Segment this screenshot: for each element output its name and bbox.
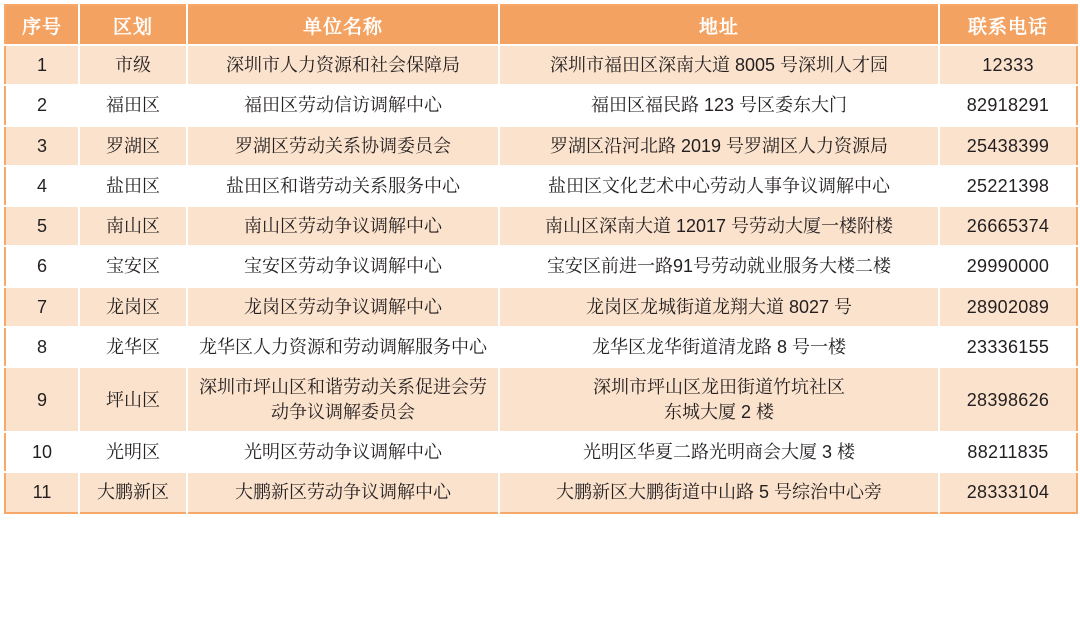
cell-unit-name: 福田区劳动信访调解中心: [187, 85, 499, 125]
table-row: [5, 45, 1077, 85]
table-row: [5, 327, 1077, 367]
cell-unit-name: 大鹏新区劳动争议调解中心: [187, 472, 499, 512]
cell-unit-name: 宝安区劳动争议调解中心: [187, 246, 499, 286]
cell-seq: 7: [5, 287, 79, 327]
column-header-seq: 序号: [5, 5, 79, 45]
cell-address: 龙华区龙华街道清龙路 8 号一楼: [499, 327, 939, 367]
cell-address: 罗湖区沿河北路 2019 号罗湖区人力资源局: [499, 126, 939, 166]
cell-address: 南山区深南大道 12017 号劳动大厦一楼附楼: [499, 206, 939, 246]
table-row: [5, 166, 1077, 206]
table-row: [5, 206, 1077, 246]
cell-phone: 26665374: [939, 206, 1077, 246]
cell-district: 盐田区: [79, 166, 187, 206]
cell-district: 龙华区: [79, 327, 187, 367]
table-row: [5, 126, 1077, 166]
cell-phone: 12333: [939, 45, 1077, 85]
cell-seq: 3: [5, 126, 79, 166]
column-header-phone: 联系电话: [939, 5, 1077, 45]
cell-unit-name: 南山区劳动争议调解中心: [187, 206, 499, 246]
cell-phone: 23336155: [939, 327, 1077, 367]
cell-district: 福田区: [79, 85, 187, 125]
table-row: [5, 246, 1077, 286]
table-row: [5, 367, 1077, 432]
cell-district: 宝安区: [79, 246, 187, 286]
cell-district: 坪山区: [79, 367, 187, 432]
cell-phone: 28333104: [939, 472, 1077, 512]
cell-seq: 5: [5, 206, 79, 246]
cell-district: 南山区: [79, 206, 187, 246]
column-header-address: 地址: [499, 5, 939, 45]
cell-seq: 9: [5, 367, 79, 432]
cell-seq: 11: [5, 472, 79, 512]
cell-district: 罗湖区: [79, 126, 187, 166]
cell-unit-name: 龙华区人力资源和劳动调解服务中心: [187, 327, 499, 367]
cell-address: 福田区福民路 123 号区委东大门: [499, 85, 939, 125]
table-body: [5, 45, 1077, 513]
cell-phone: 28902089: [939, 287, 1077, 327]
cell-unit-name: 罗湖区劳动关系协调委员会: [187, 126, 499, 166]
cell-district: 龙岗区: [79, 287, 187, 327]
table-row: [5, 287, 1077, 327]
cell-phone: 88211835: [939, 432, 1077, 472]
cell-address: 宝安区前进一路91号劳动就业服务大楼二楼: [499, 246, 939, 286]
cell-address: 光明区华夏二路光明商会大厦 3 楼: [499, 432, 939, 472]
cell-seq: 1: [5, 45, 79, 85]
table-header-row: [5, 5, 1077, 45]
cell-address: 大鹏新区大鹏街道中山路 5 号综治中心旁: [499, 472, 939, 512]
cell-phone: 29990000: [939, 246, 1077, 286]
cell-unit-name: 深圳市坪山区和谐劳动关系促进会劳动争议调解委员会: [187, 367, 499, 432]
cell-seq: 10: [5, 432, 79, 472]
table-header: [5, 5, 1077, 45]
cell-address: 龙岗区龙城街道龙翔大道 8027 号: [499, 287, 939, 327]
document-page: [0, 4, 1080, 622]
cell-address: 盐田区文化艺术中心劳动人事争议调解中心: [499, 166, 939, 206]
table-row: [5, 85, 1077, 125]
table-row: [5, 472, 1077, 512]
cell-unit-name: 光明区劳动争议调解中心: [187, 432, 499, 472]
cell-seq: 4: [5, 166, 79, 206]
cell-unit-name: 深圳市人力资源和社会保障局: [187, 45, 499, 85]
cell-phone: 25438399: [939, 126, 1077, 166]
cell-unit-name: 盐田区和谐劳动关系服务中心: [187, 166, 499, 206]
cell-seq: 2: [5, 85, 79, 125]
cell-seq: 8: [5, 327, 79, 367]
cell-seq: 6: [5, 246, 79, 286]
cell-phone: 28398626: [939, 367, 1077, 432]
cell-district: 市级: [79, 45, 187, 85]
column-header-district: 区划: [79, 5, 187, 45]
cell-district: 光明区: [79, 432, 187, 472]
cell-district: 大鹏新区: [79, 472, 187, 512]
table-row: [5, 432, 1077, 472]
cell-address: 深圳市坪山区龙田街道竹坑社区 东城大厦 2 楼: [499, 367, 939, 432]
column-header-unit-name: 单位名称: [187, 5, 499, 45]
labor-dispute-mediation-table: [4, 4, 1078, 514]
cell-address: 深圳市福田区深南大道 8005 号深圳人才园: [499, 45, 939, 85]
cell-phone: 25221398: [939, 166, 1077, 206]
cell-phone: 82918291: [939, 85, 1077, 125]
cell-unit-name: 龙岗区劳动争议调解中心: [187, 287, 499, 327]
